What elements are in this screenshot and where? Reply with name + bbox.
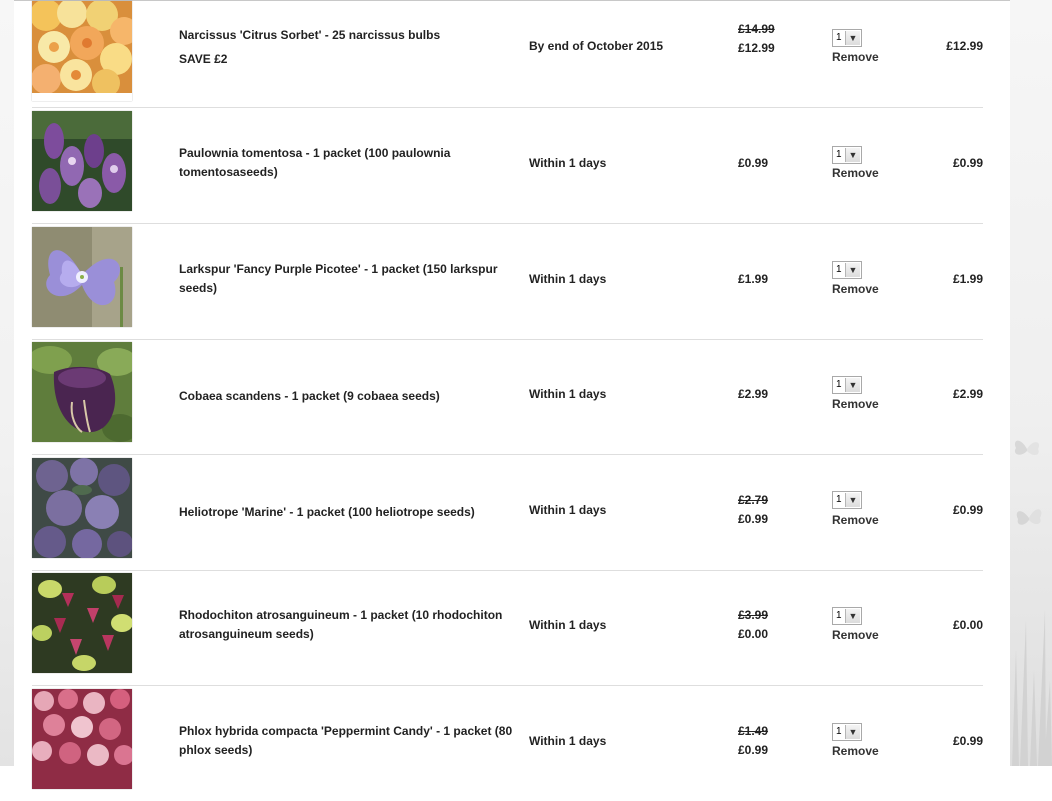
chevron-down-icon[interactable]: ▼	[845, 263, 860, 277]
remove-link[interactable]: Remove	[832, 282, 879, 296]
page-background-right	[1009, 0, 1052, 766]
product-title[interactable]: Larkspur 'Fancy Purple Picotee' - 1 packet (150 larkspur seeds)	[179, 262, 498, 295]
line-total: £0.99	[952, 503, 983, 517]
larkspur-photo[interactable]	[32, 227, 132, 327]
line-total: £1.99	[952, 272, 983, 286]
product-title[interactable]: Heliotrope 'Marine' - 1 packet (100 heliotrope seeds)	[179, 505, 475, 519]
narcissus-photo[interactable]	[32, 1, 132, 101]
quantity-value: 1	[836, 264, 842, 275]
quantity-value: 1	[836, 379, 842, 390]
delivery-estimate: Within 1 days	[529, 734, 607, 748]
delivery-estimate: By end of October 2015	[529, 39, 664, 53]
original-price: £1.49	[738, 724, 769, 738]
quantity-value: 1	[836, 494, 842, 505]
current-price: £0.00	[738, 627, 769, 641]
delivery-estimate: Within 1 days	[529, 272, 607, 286]
quantity-value: 1	[836, 149, 842, 160]
line-total: £0.00	[952, 618, 983, 632]
basket-row	[32, 686, 983, 801]
paulownia-photo[interactable]	[32, 111, 132, 211]
chevron-down-icon[interactable]: ▼	[845, 609, 860, 623]
current-price: £12.99	[738, 41, 775, 55]
quantity-select[interactable]	[832, 376, 862, 394]
quantity-value: 1	[836, 726, 842, 737]
grass-silhouette	[1010, 590, 1052, 766]
current-price: £2.99	[738, 387, 769, 401]
delivery-estimate: Within 1 days	[529, 387, 607, 401]
saving-note: SAVE £2	[179, 52, 228, 66]
unit-price	[738, 606, 808, 644]
quantity-select[interactable]	[832, 146, 862, 164]
remove-link[interactable]: Remove	[832, 744, 879, 758]
quantity-select[interactable]	[832, 607, 862, 625]
quantity-select[interactable]	[832, 29, 862, 47]
line-total: £0.99	[952, 156, 983, 170]
heliotrope-photo[interactable]	[32, 458, 132, 558]
chevron-down-icon[interactable]: ▼	[845, 148, 860, 162]
product-title[interactable]: Narcissus 'Citrus Sorbet' - 25 narcissus bulbs	[179, 28, 441, 42]
line-total: £2.99	[952, 387, 983, 401]
delivery-estimate: Within 1 days	[529, 156, 607, 170]
remove-link[interactable]: Remove	[832, 166, 879, 180]
delivery-estimate: Within 1 days	[529, 618, 607, 632]
current-price: £0.99	[738, 156, 769, 170]
original-price: £2.79	[738, 493, 769, 507]
phlox-photo[interactable]	[32, 689, 132, 789]
basket-row	[32, 570, 983, 686]
line-total: £12.99	[946, 39, 983, 53]
chevron-down-icon[interactable]: ▼	[845, 725, 860, 739]
product-title[interactable]: Cobaea scandens - 1 packet (9 cobaea seeds)	[179, 389, 440, 403]
basket-row	[32, 0, 983, 108]
butterfly-icon	[1010, 432, 1044, 466]
basket-row	[32, 224, 983, 340]
quantity-select[interactable]	[832, 491, 862, 509]
basket-panel	[14, 0, 1010, 767]
cobaea-photo[interactable]	[32, 342, 132, 442]
line-total: £0.99	[952, 734, 983, 748]
unit-price	[738, 722, 808, 760]
quantity-value: 1	[836, 610, 842, 621]
basket-row	[32, 108, 983, 224]
unit-price	[738, 491, 808, 529]
page-background-left	[0, 0, 14, 766]
chevron-down-icon[interactable]: ▼	[845, 493, 860, 507]
product-title[interactable]: Paulownia tomentosa - 1 packet (100 paulownia tomentosaseeds)	[179, 146, 451, 179]
remove-link[interactable]: Remove	[832, 513, 879, 527]
basket-row	[32, 339, 983, 455]
butterfly-icon	[1012, 500, 1046, 534]
current-price: £0.99	[738, 512, 769, 526]
remove-link[interactable]: Remove	[832, 397, 879, 411]
quantity-value: 1	[836, 32, 842, 43]
unit-price	[738, 20, 808, 58]
remove-link[interactable]: Remove	[832, 50, 879, 64]
original-price: £3.99	[738, 608, 769, 622]
quantity-select[interactable]	[832, 723, 862, 741]
product-name[interactable]	[179, 26, 519, 69]
product-title[interactable]: Rhodochiton atrosanguineum - 1 packet (10 rhodochiton atrosanguineum seeds)	[179, 608, 503, 641]
basket-row	[32, 455, 983, 571]
quantity-select[interactable]	[832, 261, 862, 279]
chevron-down-icon[interactable]: ▼	[845, 31, 860, 45]
original-price: £14.99	[738, 22, 775, 36]
remove-link[interactable]: Remove	[832, 628, 879, 642]
delivery-estimate: Within 1 days	[529, 503, 607, 517]
chevron-down-icon[interactable]: ▼	[845, 378, 860, 392]
current-price: £0.99	[738, 743, 769, 757]
rhodochiton-photo[interactable]	[32, 573, 132, 673]
current-price: £1.99	[738, 272, 769, 286]
product-title[interactable]: Phlox hybrida compacta 'Peppermint Candy' - 1 packet (80 phlox seeds)	[179, 724, 513, 757]
